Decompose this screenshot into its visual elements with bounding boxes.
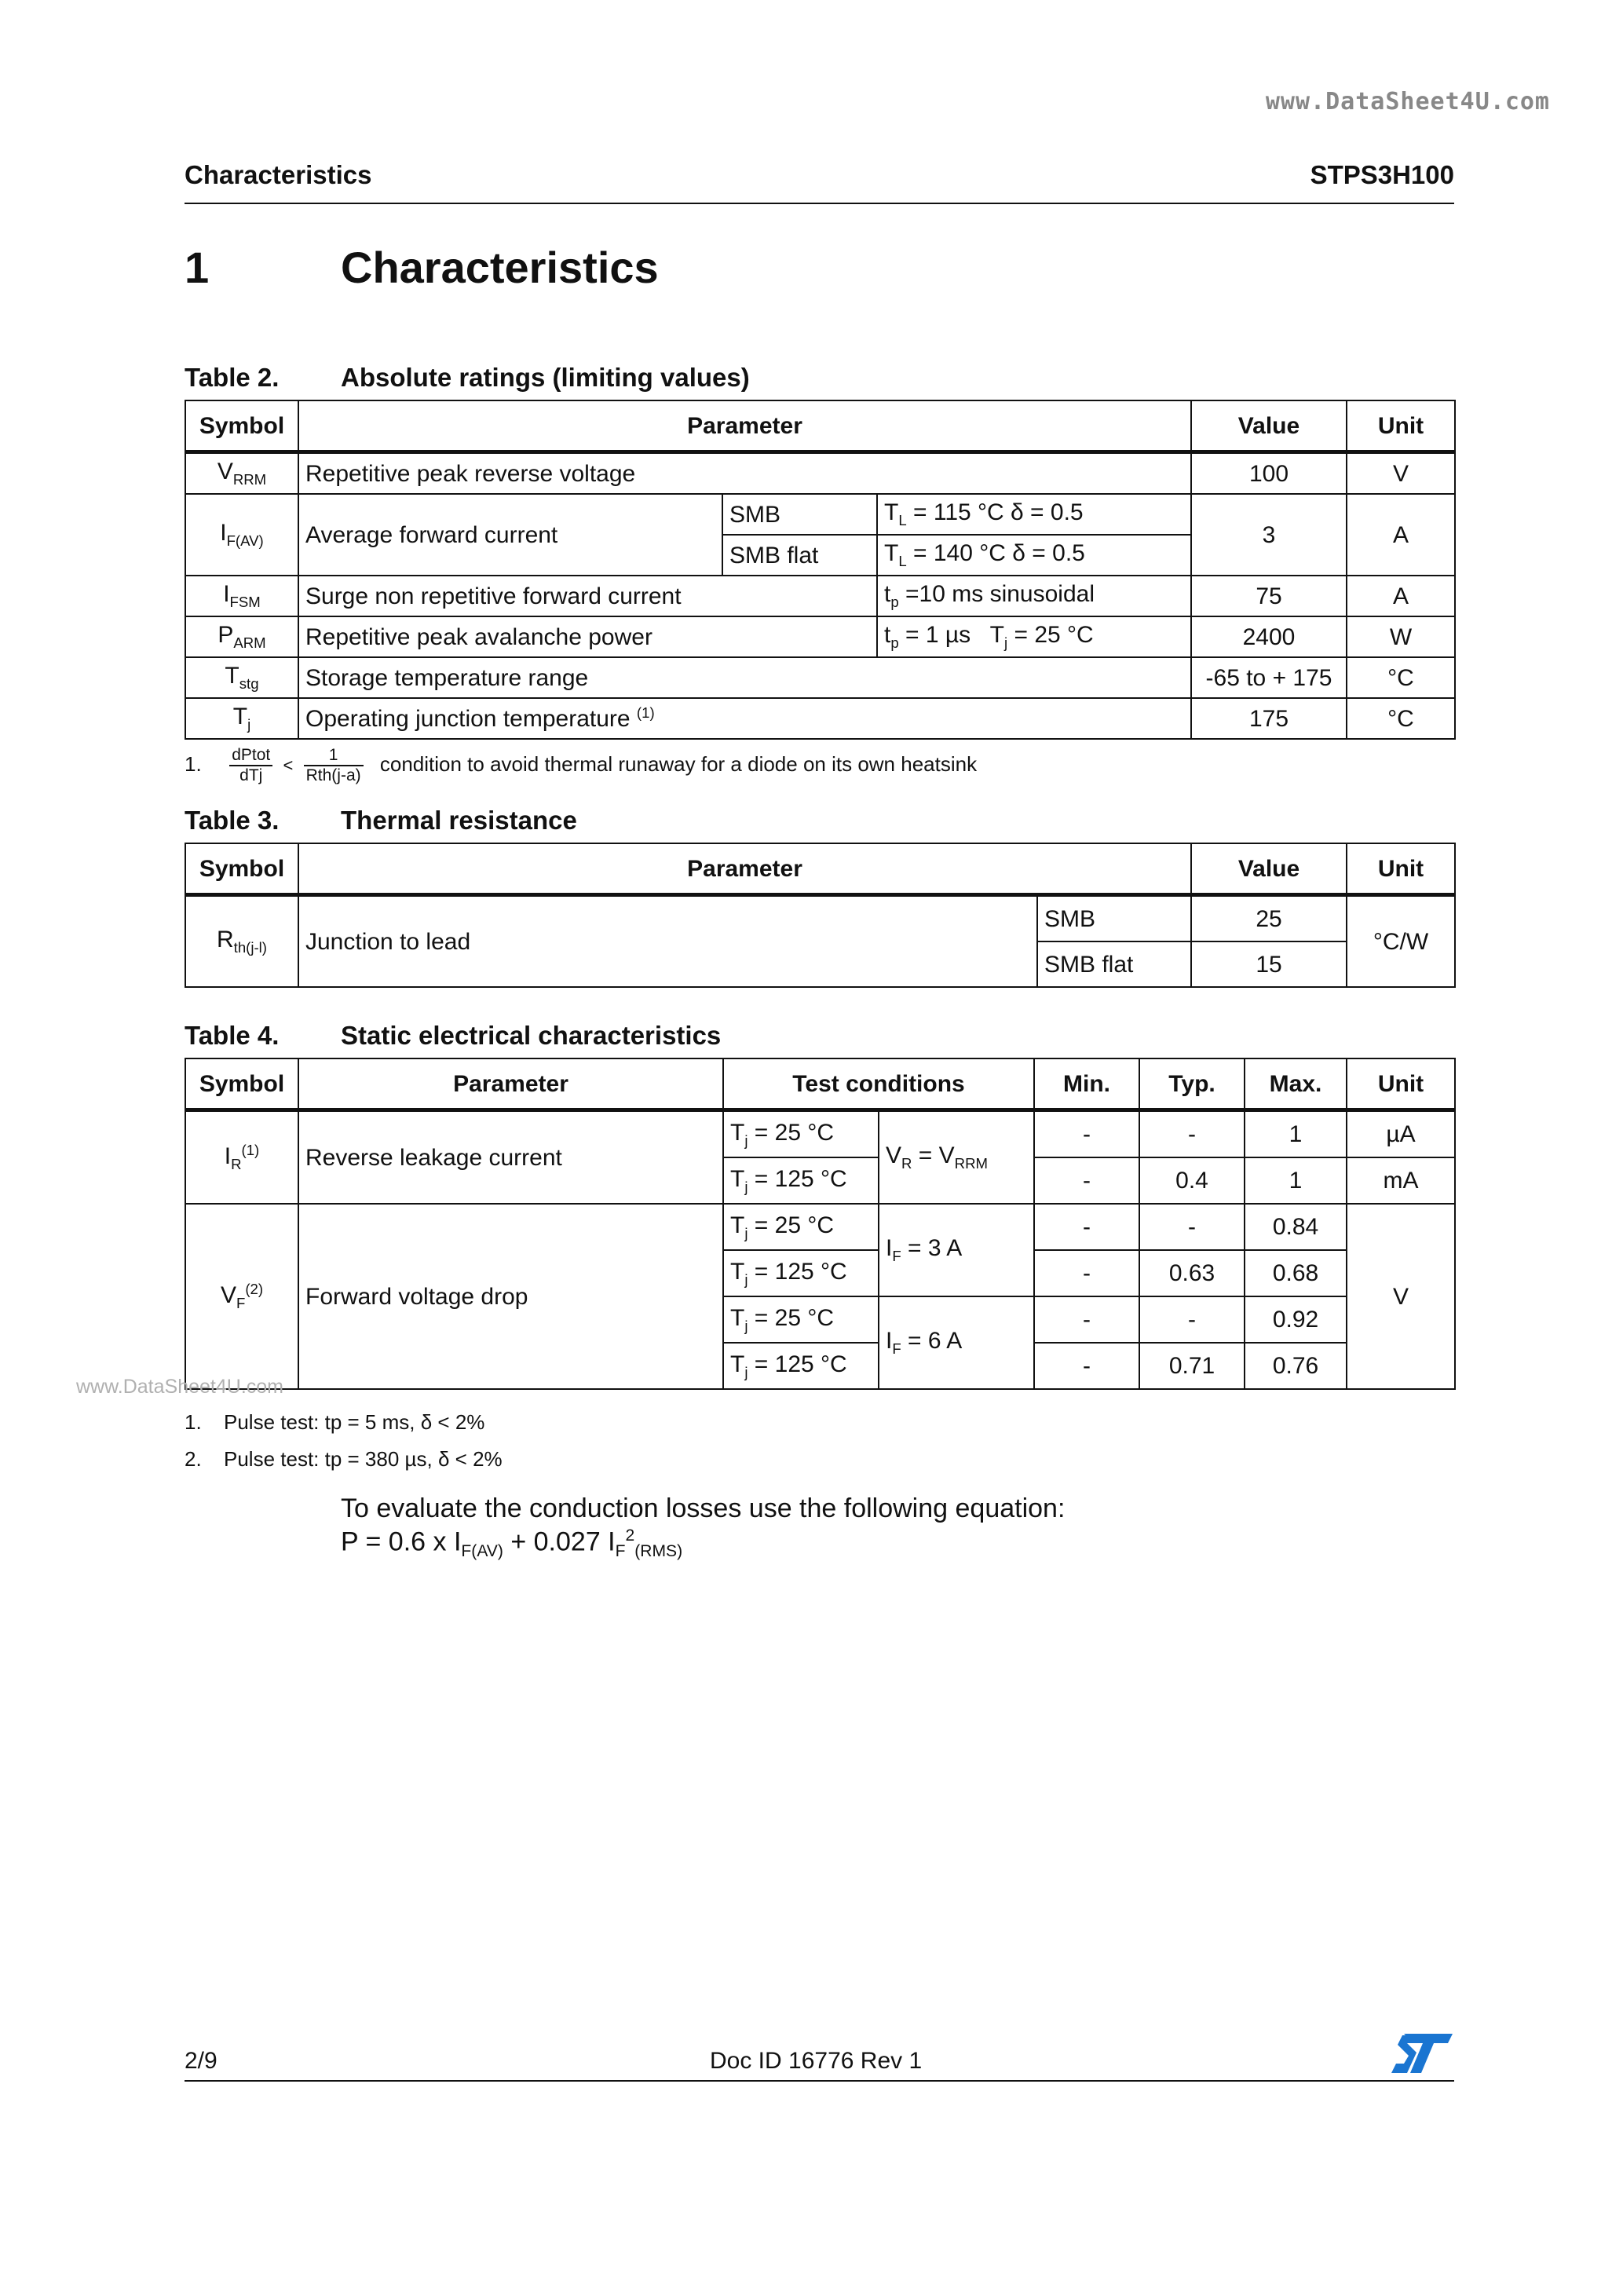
- table4-header-min: Min.: [1034, 1058, 1139, 1110]
- unit-cell: A: [1347, 576, 1455, 616]
- table3-thermal-resistance: [185, 843, 1456, 988]
- symbol-cell: $P_{ARM}$: [185, 616, 298, 657]
- table2-header-parameter: Parameter: [298, 400, 1191, 452]
- table-row: [185, 1110, 1455, 1158]
- table4-caption: [185, 1021, 721, 1051]
- table3-caption: [185, 806, 577, 835]
- value-cell: 3: [1191, 494, 1347, 576]
- parameter-cell: Average forward current: [298, 494, 722, 576]
- note-number: 2.: [185, 1447, 202, 1471]
- symbol-cell: $I_R^{(1)}$: [185, 1110, 298, 1205]
- max-cell: 0.76: [1245, 1343, 1347, 1389]
- max-cell: 1: [1245, 1157, 1347, 1204]
- table4-header-test: Test conditions: [723, 1058, 1034, 1110]
- table-row: [185, 616, 1455, 657]
- table4-caption-title: Static electrical characteristics: [341, 1021, 722, 1050]
- min-cell: -: [1034, 1157, 1139, 1204]
- typ-cell: 0.4: [1139, 1157, 1245, 1204]
- temp-condition-cell: $T_j = 25$ °C: [723, 1296, 879, 1343]
- less-than: <: [283, 755, 294, 776]
- typ-cell: 0.63: [1139, 1250, 1245, 1296]
- parameter-cell: Reverse leakage current: [298, 1110, 723, 1205]
- table4-header-typ: Typ.: [1139, 1058, 1245, 1110]
- typ-cell: -: [1139, 1296, 1245, 1343]
- unit-cell: A: [1347, 494, 1455, 576]
- current-condition-cell: $I_F = 3$ A: [879, 1204, 1034, 1296]
- value-cell: 100: [1191, 452, 1347, 495]
- equation-intro: To evaluate the conduction losses use the following equation:: [341, 1493, 1066, 1523]
- fraction-1-rth: $\frac{1}{\text{Rth(j-a)}}$: [304, 746, 364, 785]
- symbol-cell: $I_{FSM}$: [185, 576, 298, 616]
- temp-condition-cell: $T_j = 125$ °C: [723, 1343, 879, 1389]
- table2-caption: [185, 363, 750, 393]
- table2-header-row: [185, 400, 1455, 452]
- header-left: Characteristics: [185, 160, 372, 189]
- parameter-cell: Repetitive peak avalanche power: [298, 616, 877, 657]
- table3-caption-num: Table 3.: [185, 806, 280, 835]
- package-cell: SMB flat: [1037, 941, 1191, 987]
- table3-header-unit: Unit: [1347, 843, 1455, 895]
- watermark-top: www.DataSheet4U.com: [1265, 88, 1550, 115]
- max-cell: 1: [1245, 1110, 1347, 1158]
- table2-header-symbol: Symbol: [185, 400, 298, 452]
- st-logo-icon: [1390, 2032, 1454, 2078]
- table4-caption-num: Table 4.: [185, 1021, 280, 1050]
- table2-caption-num: Table 2.: [185, 363, 280, 392]
- temp-condition-cell: $T_j = 25$ °C: [723, 1110, 879, 1158]
- symbol-cell: $T_j$: [185, 698, 298, 739]
- condition-cell: $t_p =10$ ms sinusoidal: [877, 576, 1191, 616]
- unit-cell: V: [1347, 1204, 1455, 1389]
- table4-header-parameter: Parameter: [298, 1058, 723, 1110]
- table4-header-symbol: Symbol: [185, 1058, 298, 1110]
- current-condition-cell: $I_F = 6$ A: [879, 1296, 1034, 1389]
- watermark-mid: www.DataSheet4U.com: [76, 1376, 284, 1398]
- table2-note: [185, 746, 977, 785]
- note-text: condition to avoid thermal runaway for a diode on its own heatsink: [379, 752, 978, 777]
- symbol-cell: $I_{F(AV)}$: [185, 494, 298, 576]
- note-text: Pulse test: tp = 5 ms, δ < 2%: [224, 1410, 485, 1434]
- table4-note-1: [185, 1410, 484, 1435]
- unit-cell: °C: [1347, 657, 1455, 698]
- table-row: [185, 895, 1455, 942]
- value-cell: -65 to + 175: [1191, 657, 1347, 698]
- section-title: Characteristics: [341, 243, 659, 292]
- parameter-cell: Surge non repetitive forward current: [298, 576, 877, 616]
- unit-cell: °C/W: [1347, 895, 1455, 988]
- min-cell: -: [1034, 1250, 1139, 1296]
- table2-caption-title: Absolute ratings (limiting values): [341, 363, 750, 392]
- parameter-cell: Repetitive peak reverse voltage: [298, 452, 1191, 495]
- symbol-cell: $T_{stg}$: [185, 657, 298, 698]
- header-rule: [185, 203, 1454, 204]
- min-cell: -: [1034, 1204, 1139, 1250]
- temp-condition-cell: $T_j = 125$ °C: [723, 1157, 879, 1204]
- symbol-cell: $V_{RRM}$: [185, 452, 298, 495]
- unit-cell: °C: [1347, 698, 1455, 739]
- condition-cell: $T_L = 115$ °C δ = 0.5: [877, 494, 1191, 535]
- table-row: [185, 576, 1455, 616]
- header-right: STPS3H100: [1310, 160, 1454, 189]
- unit-cell: V: [1347, 452, 1455, 495]
- package-cell: SMB flat: [722, 535, 877, 576]
- value-cell: 175: [1191, 698, 1347, 739]
- note-number: 1.: [185, 1410, 202, 1434]
- value-cell: 2400: [1191, 616, 1347, 657]
- typ-cell: -: [1139, 1110, 1245, 1158]
- value-cell: 25: [1191, 895, 1347, 942]
- unit-cell: mA: [1347, 1157, 1455, 1204]
- table2-header-value: Value: [1191, 400, 1347, 452]
- max-cell: 0.92: [1245, 1296, 1347, 1343]
- temp-condition-cell: $T_j = 25$ °C: [723, 1204, 879, 1250]
- package-cell: SMB: [1037, 895, 1191, 942]
- symbol-cell: $R_{th(j-l)}$: [185, 895, 298, 988]
- unit-cell: W: [1347, 616, 1455, 657]
- typ-cell: -: [1139, 1204, 1245, 1250]
- table3-header-parameter: Parameter: [298, 843, 1191, 895]
- table-row: [185, 657, 1455, 698]
- footer-doc-id: Doc ID 16776 Rev 1: [710, 2048, 923, 2074]
- condition-cell: $t_p = 1$ µs $T_j = 25$ °C: [877, 616, 1191, 657]
- table-row: [185, 1204, 1455, 1250]
- parameter-cell: Junction to lead: [298, 895, 1037, 988]
- min-cell: -: [1034, 1343, 1139, 1389]
- max-cell: 0.68: [1245, 1250, 1347, 1296]
- temp-condition-cell: $T_j = 125$ °C: [723, 1250, 879, 1296]
- table4-header-row: [185, 1058, 1455, 1110]
- package-cell: SMB: [722, 494, 877, 535]
- equation-formula: P = 0.6 x $I_{F(AV)} + 0.027$ $I_F^2_{(RMS)}$: [341, 1526, 683, 1561]
- table3-header-symbol: Symbol: [185, 843, 298, 895]
- table3-header-value: Value: [1191, 843, 1347, 895]
- parameter-cell: Forward voltage drop: [298, 1204, 723, 1389]
- table3-header-row: [185, 843, 1455, 895]
- table2-absolute-ratings: [185, 400, 1456, 740]
- min-cell: -: [1034, 1296, 1139, 1343]
- voltage-condition-cell: $V_R = V_{RRM}$: [879, 1110, 1034, 1205]
- table4-note-2: [185, 1447, 503, 1472]
- value-cell: 15: [1191, 941, 1347, 987]
- note-text: Pulse test: tp = 380 µs, δ < 2%: [224, 1447, 503, 1471]
- max-cell: 0.84: [1245, 1204, 1347, 1250]
- table3-caption-title: Thermal resistance: [341, 806, 577, 835]
- footer-rule: [185, 2080, 1454, 2082]
- condition-cell: $T_L = 140$ °C δ = 0.5: [877, 535, 1191, 576]
- footer-page-number: 2/9: [185, 2048, 217, 2074]
- table4-header-max: Max.: [1245, 1058, 1347, 1110]
- note-number: 1.: [185, 752, 202, 777]
- fraction-dptot-dtj: $\frac{\text{dPtot}}{\text{dTj}}$: [229, 746, 272, 785]
- table4-header-unit: Unit: [1347, 1058, 1455, 1110]
- parameter-cell: Operating junction temperature $^{(1)}$: [298, 698, 1191, 739]
- table-row: [185, 698, 1455, 739]
- symbol-cell: $V_F^{(2)}$: [185, 1204, 298, 1389]
- table2-header-unit: Unit: [1347, 400, 1455, 452]
- typ-cell: 0.71: [1139, 1343, 1245, 1389]
- min-cell: -: [1034, 1110, 1139, 1158]
- table-row: [185, 452, 1455, 495]
- value-cell: 75: [1191, 576, 1347, 616]
- table4-static-electrical: [185, 1058, 1456, 1390]
- section-number: 1: [185, 243, 210, 292]
- unit-cell: µA: [1347, 1110, 1455, 1158]
- parameter-cell: Storage temperature range: [298, 657, 1191, 698]
- table-row: [185, 494, 1455, 535]
